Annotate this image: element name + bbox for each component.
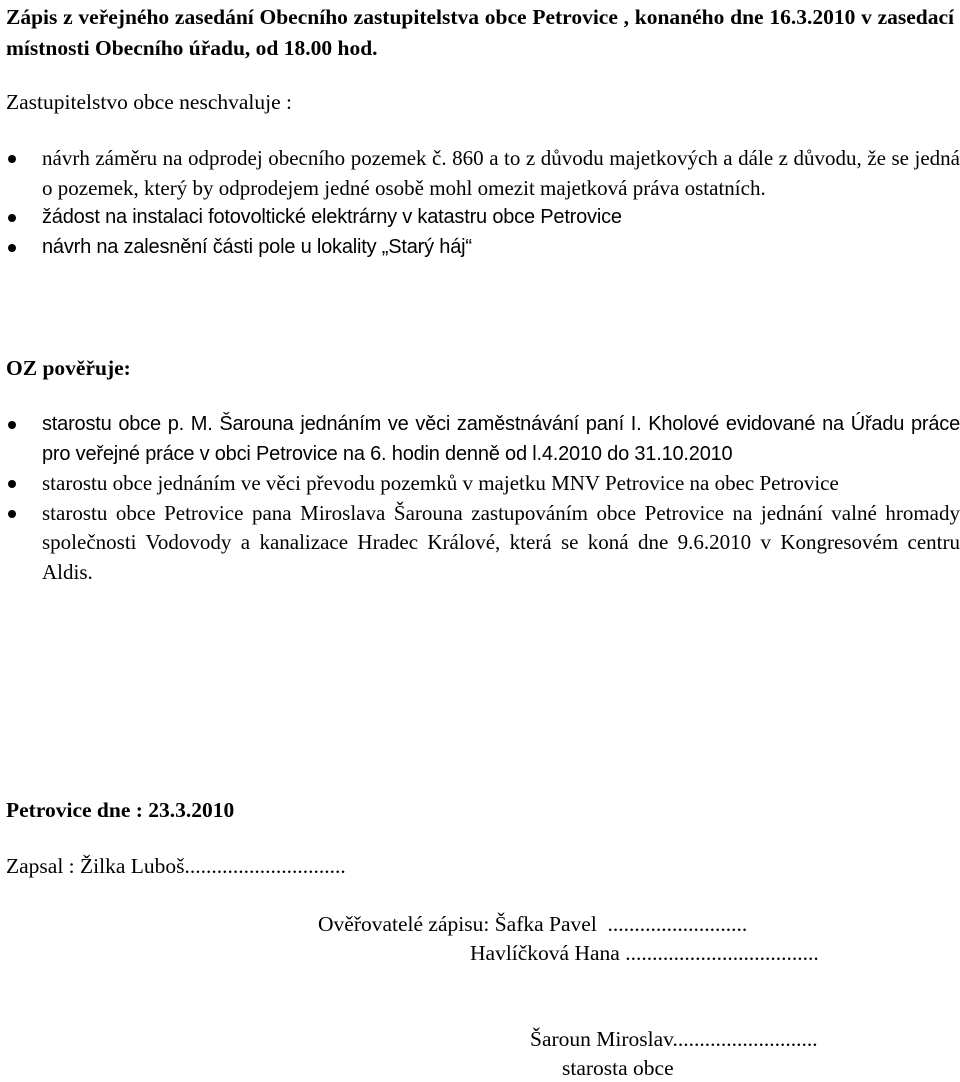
section-heading-reject: Zastupitelstvo obce neschvaluje : — [6, 90, 292, 114]
recorder-line: Zapsal : Žilka Luboš.............................. — [6, 854, 346, 878]
bullet-icon — [8, 214, 16, 222]
bullet-icon — [8, 480, 16, 488]
reject-list — [6, 144, 960, 262]
bullet-icon — [8, 244, 16, 252]
list-item: starostu obce p. M. Šarouna jednáním ve věci zaměstnávání paní I. Kholové evidované na Úřadu práce pro veřejné práce v obci Petrovice na 6. hodin denně od l.4.2010 do 31.10.2010 — [6, 410, 960, 469]
mayor-name: Šaroun Miroslav........................... — [530, 1027, 818, 1051]
list-item: starostu obce Petrovice pana Miroslava Šarouna zastupováním obce Petrovice na jednání valné hromady společnosti Vodovody a kanalizace Hradec Králové, která se koná dne 9.6.2010 v Kongresovém centru Aldis. — [6, 499, 960, 588]
bullet-icon — [8, 155, 16, 163]
bullet-icon — [8, 421, 16, 429]
list-item: návrh záměru na odprodej obecního pozemek č. 860 a to z důvodu majetkových a dále z důvodu, že se jedná o pozemek, který by odprodejem jedné osobě mohl omezit majetková práva ostatních. — [6, 144, 960, 203]
mayor-title: starosta obce — [562, 1056, 674, 1080]
verifier-second-line: Havlíčková Hana .................................... — [470, 941, 819, 965]
verifiers-line: Ověřovatelé zápisu: Šafka Pavel .......................... — [318, 912, 748, 936]
list-item: žádost na instalaci fotovoltické elektrárny v katastru obce Petrovice — [6, 203, 960, 233]
list-item: starostu obce jednáním ve věci převodu pozemků v majetku MNV Petrovice na obec Petrovice — [6, 469, 960, 499]
list-item: návrh na zalesnění části pole u lokality „Starý háj“ — [6, 233, 960, 263]
document-title: Zápis z veřejného zasedání Obecního zastupitelstva obce Petrovice , konaného dne 16.3.2010 v zasedací místnosti Obecního úřadu, od 18.00 hod. — [6, 5, 954, 60]
bullet-icon — [8, 510, 16, 518]
date-line: Petrovice dne : 23.3.2010 — [6, 798, 235, 822]
assign-list — [6, 410, 960, 587]
section-heading-assign: OZ pověřuje: — [6, 356, 131, 380]
